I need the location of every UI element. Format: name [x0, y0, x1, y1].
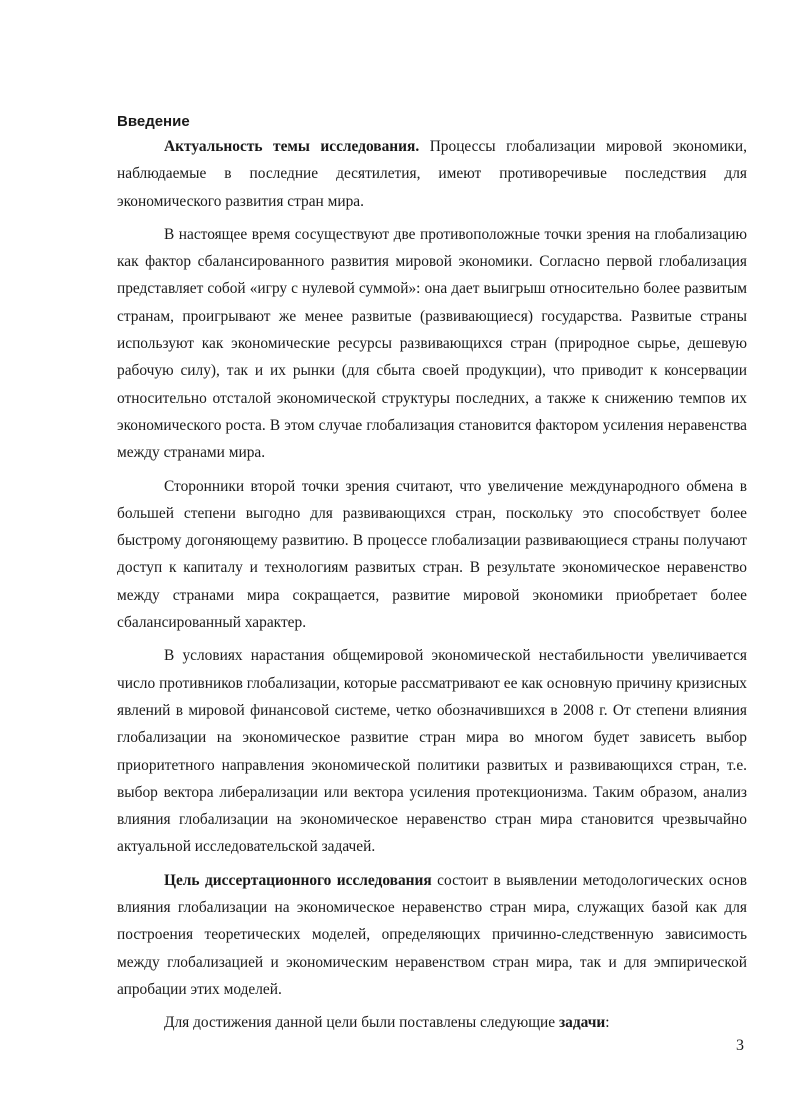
instability-text: В условиях нарастания общемировой экономической нестабильности увеличивается число противников глобализации, которые рассматривают ее как основную причину кризисных явлений в мировой финансовой системе, четко обозначившихся в 2008 г. От степени влияния глобализации на экономическое развитие стран мира во многом будет зависеть выбор приоритетного направления экономической политики развитых и развивающихся стран, т.е. выбор вектора либерализации или вектора усиления протекционизма. Таким образом, анализ влияния глобализации на экономическое неравенство стран мира становится чрезвычайно актуальной исследовательской задачей.: [117, 647, 747, 856]
tasks-end: :: [605, 1014, 610, 1032]
paragraph-tasks: [117, 1009, 747, 1036]
tasks-bold: задачи: [558, 1014, 606, 1032]
second-view-text: Сторонники второй точки зрения считают, что увеличение международного обмена в большей степени выгодно для развивающихся стран, поскольку это способствует более быстрому догоняющему развитию. В процессе глобализации развивающиеся страны получают доступ к капиталу и технологиям развитых стран. В результате экономическое неравенство между странами мира сокращается, развитие мировой экономики приобретает более сбалансированный характер.: [117, 477, 747, 632]
paragraph-goal: [117, 867, 747, 1003]
body-text: [117, 133, 747, 1037]
paragraph-second-view: [117, 473, 747, 637]
page-number: 3: [736, 1037, 744, 1054]
viewpoints-text: В настоящее время сосуществуют две противоположные точки зрения на глобализацию как фактор сбалансированного развития мировой экономики. Согласно первой глобализация представляет собой «игру с нулевой суммой»: она дает выигрыш относительно более развитым странам, проигрывают же менее развитые (развивающиеся) государства. Развитые страны используют как экономические ресурсы развивающихся стран (природное сырье, дешевую рабочую силу), так и их рынки (для сбыта своей продукции), что приводит к консервации относительно отсталой экономической структуры последних, а также к снижению темпов их экономического роста. В этом случае глобализация становится фактором усиления неравенства между странами мира.: [117, 225, 747, 462]
paragraph-instability: [117, 642, 747, 860]
tasks-text: Для достижения данной цели были поставлены следующие: [164, 1014, 559, 1032]
goal-lead: Цель диссертационного исследования: [164, 871, 432, 889]
relevance-lead: Актуальность темы исследования.: [164, 138, 420, 155]
paragraph-relevance: [117, 133, 747, 215]
goal-text: состоит в выявлении методологических основ влияния глобализации на экономическое неравенство стран мира, служащих базой как для построения теоретических моделей, определяющих причинно-следственную зависимость между глобализацией и экономическим неравенством стран мира, так и для эмпирической апробации этих моделей.: [117, 871, 747, 998]
paragraph-viewpoints: [117, 221, 747, 467]
section-heading: Введение: [117, 113, 190, 130]
relevance-text: Процессы глобализации мировой экономики, наблюдаемые в последние десятилетия, имеют противоречивые последствия для экономического развития стран мира.: [117, 138, 747, 210]
